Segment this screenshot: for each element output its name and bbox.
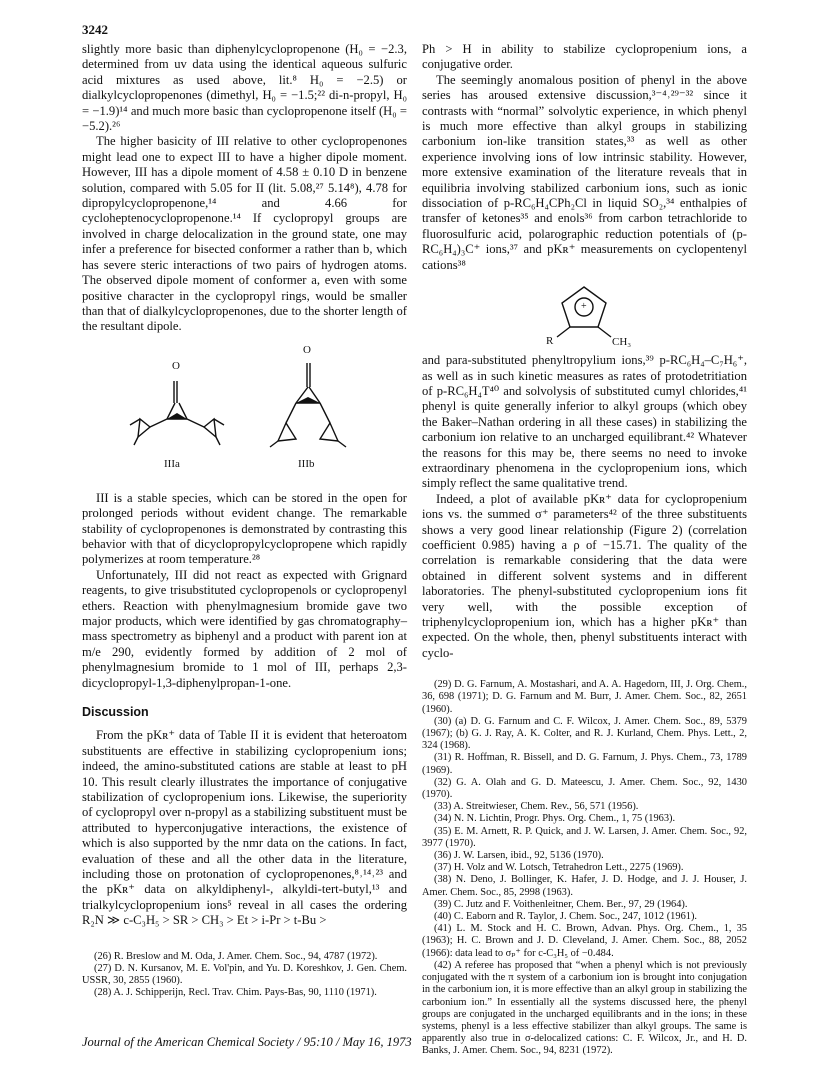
paragraph: Ph > H in ability to stabilize cyclopropenium ions, a conjugative order.	[422, 42, 747, 72]
substituent-label-methyl: CH₃	[612, 336, 632, 349]
reference: (26) R. Breslow and M. Oda, J. Amer. Chem. Soc., 94, 4787 (1972).	[94, 950, 378, 962]
reference: (32) G. A. Olah and G. D. Mateescu, J. Amer. Chem. Soc., 92, 1430 (1970).	[422, 776, 747, 801]
references-right	[422, 679, 747, 1057]
paragraph: The seemingly anomalous position of phenyl in the above series has aroused extensive discussion,³⁻⁴˒²⁹⁻³² since it contrasts with “normal” solvolytic experience, in which phenyl is much more effective than alkyl groups in stabilizing carbonium ion-like transition states,³³ as well as other experience involving ions of low intrinsic stability. However, more extensive examination of the literature reveals that in equilibria involving stabilized carbonium ions, such as ionic dissociation of p-RC₆H₄CPh₂Cl in liquid SO₂,³⁴ enthalpies of transfer of ketones³⁵ and enols³⁶ from carbon tetrachloride to fluorosulfuric acid, polarographic reduction potentials of (p-RC₆H₄)₃C⁺ ions,³⁷ and pKʀ⁺ measurements on cyclopentenyl cations³⁸	[422, 72, 747, 272]
reference: (28) A. J. Schipperijn, Recl. Trav. Chim. Pays-Bas, 90, 1110 (1971).	[94, 987, 377, 999]
reference: (34) N. N. Lichtin, Progr. Phys. Org. Chem., 1, 75 (1963).	[434, 813, 676, 825]
paragraph: and para-substituted phenyltropylium ions,³⁹ p-RC₆H₄–C₇H₆⁺, as well as in such kinetic measures as rates of protodetritiation of p-RC₆H₄T⁴⁰ and solvolysis of substituted cumyl chlorides,⁴¹ phenyl is quite generally inferior to alkyl groups (which obey the Baker–Nathan ordering in all these cases) in stabilizing the carbonium ion relative to an uncharged equilibrant.⁴² Whatever the reasons for this may be, there seems no need to invoke extraordinary phenomena in the cyclopropenium ions, which simply reflect the same qualitative trend.	[422, 353, 747, 491]
reference: (36) J. W. Larsen, ibid., 92, 5136 (1970).	[434, 850, 604, 862]
reference: (42) A referee has proposed that “when a phenyl which is not previously conjugated with the π system of a carbonium ion is brought into conjugation in the carbonium ion, it is more effective than an alkyl group in stabilizing the carbonium ion.” In essentially all the systems discussed here, the phenyl groups are conjugated in the uncharged equilibrants and in the ions; in these systems, phenyl is a less effective stabilizer than alkyl groups. The same is apparently also true in σ-delocalized cations: C. F. Wilcox, Jr., and H. D. Banks, J. Amer. Chem. Soc., 94, 8231 (1972).	[422, 959, 747, 1057]
oxygen-atom-label: O	[172, 359, 180, 372]
reference: (35) E. M. Arnett, R. P. Quick, and J. W. Larsen, J. Amer. Chem. Soc., 92, 3977 (1970).	[422, 825, 747, 849]
reference: (33) A. Streitwieser, Chem. Rev., 56, 571 (1956).	[434, 801, 639, 813]
structure-label-IIIb: IIIb	[298, 457, 315, 470]
page-number: 3242	[82, 22, 108, 37]
substituent-label-r: R	[546, 335, 554, 348]
reference: (31) R. Hoffman, R. Bissell, and D. G. Farnum, J. Phys. Chem., 73, 1789 (1969).	[422, 752, 747, 776]
reference: (30) (a) D. G. Farnum and C. F. Wilcox, J. Amer. Chem. Soc., 89, 5379 (1967); (b) G. J. Ray, A. K. Colter, and R. J. Kurland, Chem. Phys. Lett., 2, 324 (1968).	[422, 715, 747, 752]
cyclopentenyl-cation-figure	[422, 277, 747, 347]
conformer-structures-drawing	[82, 341, 407, 481]
paragraph: III is a stable species, which can be stored in the open for prolonged periods without evident change. The remarkable stability of cyclopropenones is demonstrated by contrasting this behavior with that of dicyclopropylcyclopropene which rapidly polymerizes at room temperature.²⁸	[82, 490, 407, 567]
positive-charge-label: +	[581, 301, 587, 313]
reference: (29) D. G. Farnum, A. Mostashari, and A. A. Hagedorn, III, J. Org. Chem., 36, 698 (1971); D. G. Farnum and M. Burr, J. Amer. Chem. Soc., 82, 2651 (1960).	[422, 679, 747, 715]
reference: (37) H. Volz and W. Lotsch, Tetrahedron Lett., 2275 (1969).	[434, 862, 684, 874]
reference: (39) C. Jutz and F. Voithenleitner, Chem. Ber., 97, 29 (1964).	[434, 898, 688, 910]
paragraph: The higher basicity of III relative to other cyclopropenones might lead one to expect III to have a higher dipole moment. However, III has a dipole moment of 4.58 ± 0.10 D in benzene solution, compared with 5.05 for II (lit. 5.08,²⁷ 5.14⁸), 4.78 for dipropylcyclopropenone,¹⁴ and 4.66 for cycloheptenocyclopropenone.¹⁴ If cyclopropyl groups are involved in charge delocalization in the ground state, one may infer a preference for bisected conformer a rather than b, which has severe steric interactions of two pairs of hydrogen atoms. The observed dipole moment of conformer a, even with some positive character in the cyclopropyl rings, would be smaller than that of dialkylcyclopropenones, due to the shorter length of the resultant dipole.	[82, 134, 407, 334]
reference: (41) L. M. Stock and H. C. Brown, Advan. Phys. Org. Chem., 1, 35 (1963); H. C. Brown and J. D. Cleveland, J. Amer. Chem. Soc., 88, 2052 (1966): data lead to σₚ⁺ for c-C₃H₅ of −0.484.	[422, 923, 747, 959]
right-column	[422, 42, 747, 1058]
structure-label-IIIa: IIIa	[164, 457, 180, 470]
paragraph: From the pKʀ⁺ data of Table II it is evident that heteroatom substituents are effective in stabilizing cyclopropenium ions; indeed, the amino-substituted cations are stable at least to pH 10. This result clearly illustrates the importance of conjugative stabilization of cyclopropenium ions. Likewise, the superiority of cyclopropyl over n-propyl as a stabilizing substituent must be attributed to hyperconjugative interactions, the existence of which is also supported by the nmr data on the cations. In fact, evaluation of these and all the other data in the literature, including those on protonation of cyclopropenones,⁸˒¹⁴˒²³ and the pKʀ⁺ data on alkyldiphenyl-, alkyldi-tert-butyl,¹³ and trialkylcyclopropenium ions⁵ reveal in all cases the ordering R₂N ≫ c-C₃H₅ > SR > CH₃ > Et > i-Pr > t-Bu >	[82, 728, 407, 928]
paragraph: Unfortunately, III did not react as expected with Grignard reagents, to give trisubstituted cyclopropenols or cyclopropenyl ethers. Reaction with phenylmagnesium bromide gave two major products, which were identified by gas chromatography–mass spectrometry as biphenyl and a product with parent ion at m/e 290, evidently formed by addition of 2 mol of phenylmagnesium bromide to 1 mol of III, perhaps 2,3-dicyclopropyl-1,3-diphenylpropan-1-one.	[82, 567, 407, 690]
left-column	[82, 42, 407, 1000]
paragraph: slightly more basic than diphenylcyclopropenone (H₀ = −2.3, determined from uv data using the identical aqueous sulfuric acid mixtures as used above, lit.⁸ H₀ = −2.5) or dialkylcyclopropenones (dimethyl, H₀ = −1.5;²² di-n-propyl, H₀ = −1.9)¹⁴ and much more basic than cyclopropenone itself (H₀ = −5.2).²⁶	[82, 42, 407, 134]
paragraph: Indeed, a plot of available pKʀ⁺ data for cyclopropenium ions vs. the summed σ⁺ parameters⁴² of the three substituents shows a very good linear relationship (Figure 2) (correlation coefficient 0.985) having a ρ of −15.71. The quality of the correlation is remarkable considering that the data were obtained in different solvent systems and in different laboratories. The phenyl-substituted cyclopropenium ions fit very well, with the possible exception of triphenylcyclopropenium ion, which has a higher pKʀ⁺ than expected. On the whole, then, phenyl substituents interact with cyclo-	[422, 491, 747, 660]
reference: (27) D. N. Kursanov, M. E. Vol'pin, and Yu. D. Koreshkov, J. Gen. Chem. USSR, 30, 2855 (1960).	[82, 962, 407, 987]
reference: (38) N. Deno, J. Bollinger, K. Hafer, J. D. Hodge, and J. J. Houser, J. Amer. Chem. Soc., 85, 2998 (1963).	[422, 874, 747, 898]
cyclopropenone-conformers-figure	[82, 341, 407, 481]
section-heading: Discussion	[82, 705, 149, 719]
reference: (40) C. Eaborn and R. Taylor, J. Chem. Soc., 247, 1012 (1961).	[434, 911, 698, 923]
oxygen-atom-label: O	[303, 343, 311, 356]
journal-footer: Journal of the American Chemical Society / 95:10 / May 16, 1973	[82, 1035, 412, 1049]
references-left	[82, 951, 407, 1000]
